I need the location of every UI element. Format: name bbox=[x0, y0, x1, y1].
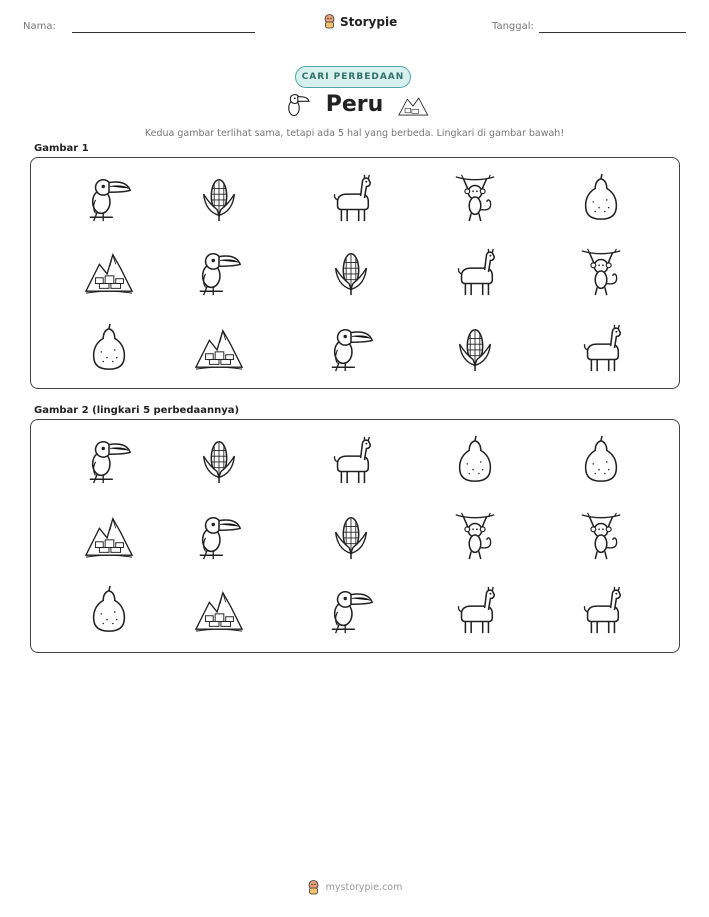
picture2-cell-r3c4[interactable] bbox=[445, 580, 505, 640]
picture2-cell-r1c3[interactable] bbox=[321, 430, 381, 490]
picture1-cell-r3c1 bbox=[79, 318, 139, 378]
toucan-icon bbox=[326, 585, 376, 635]
llama-icon bbox=[576, 585, 626, 635]
machu-picchu-icon bbox=[84, 247, 134, 297]
picture2-cell-r2c1[interactable] bbox=[79, 506, 139, 566]
picture2-label: Gambar 2 (lingkari 5 perbedaannya) bbox=[34, 405, 240, 416]
picture2-cell-r3c2[interactable] bbox=[189, 580, 249, 640]
toucan-icon bbox=[194, 511, 244, 561]
picture2-cell-r3c5[interactable] bbox=[571, 580, 631, 640]
picture2-cell-r1c4[interactable] bbox=[445, 430, 505, 490]
brand-name: Storypie bbox=[340, 14, 398, 29]
picture1-cell-r1c2 bbox=[189, 168, 249, 228]
toucan-icon bbox=[326, 323, 376, 373]
corn-icon bbox=[326, 247, 376, 297]
picture2-cell-r2c4[interactable] bbox=[445, 506, 505, 566]
pear-icon bbox=[576, 435, 626, 485]
activity-badge: CARI PERBEDAAN bbox=[295, 66, 411, 88]
name-label: Nama: bbox=[23, 21, 56, 32]
date-line[interactable] bbox=[539, 32, 686, 33]
llama-icon bbox=[576, 323, 626, 373]
footer bbox=[0, 880, 709, 895]
machu-picchu-icon bbox=[194, 585, 244, 635]
storypie-mascot-icon bbox=[307, 880, 320, 895]
picture2-cell-r1c1[interactable] bbox=[79, 430, 139, 490]
corn-icon bbox=[326, 511, 376, 561]
monkey-icon bbox=[576, 511, 626, 561]
monkey-icon bbox=[576, 247, 626, 297]
pear-icon bbox=[84, 323, 134, 373]
picture1-cell-r3c2 bbox=[189, 318, 249, 378]
llama-icon bbox=[326, 435, 376, 485]
toucan-icon bbox=[194, 247, 244, 297]
picture2-cell-r1c5[interactable] bbox=[571, 430, 631, 490]
footer-site: mystorypie.com bbox=[325, 882, 403, 893]
picture1-cell-r3c4 bbox=[445, 318, 505, 378]
picture1-cell-r2c5 bbox=[571, 242, 631, 302]
picture2-cell-r3c3[interactable] bbox=[321, 580, 381, 640]
brand-logo bbox=[323, 14, 397, 29]
date-label: Tanggal: bbox=[492, 21, 534, 32]
machu-picchu-icon bbox=[194, 323, 244, 373]
corn-icon bbox=[194, 435, 244, 485]
picture2-panel[interactable] bbox=[30, 419, 680, 653]
worksheet-header bbox=[0, 0, 709, 50]
toucan-icon bbox=[84, 435, 134, 485]
picture1-label: Gambar 1 bbox=[34, 143, 89, 154]
picture1-cell-r1c1 bbox=[79, 168, 139, 228]
llama-icon bbox=[450, 585, 500, 635]
picture1-cell-r2c1 bbox=[79, 242, 139, 302]
picture1-cell-r2c2 bbox=[189, 242, 249, 302]
picture2-cell-r2c5[interactable] bbox=[571, 506, 631, 566]
storypie-mascot-icon bbox=[323, 14, 336, 29]
monkey-icon bbox=[450, 511, 500, 561]
llama-icon bbox=[326, 173, 376, 223]
machu-picchu-icon bbox=[396, 92, 430, 120]
pear-icon bbox=[450, 435, 500, 485]
picture1-cell-r3c3 bbox=[321, 318, 381, 378]
picture1-cell-r2c4 bbox=[445, 242, 505, 302]
picture1-cell-r1c3 bbox=[321, 168, 381, 228]
picture2-cell-r2c2[interactable] bbox=[189, 506, 249, 566]
corn-icon bbox=[450, 323, 500, 373]
llama-icon bbox=[450, 247, 500, 297]
pear-icon bbox=[84, 585, 134, 635]
picture1-cell-r1c5 bbox=[571, 168, 631, 228]
name-line[interactable] bbox=[72, 32, 255, 33]
picture1-cell-r3c5 bbox=[571, 318, 631, 378]
picture1-cell-r2c3 bbox=[321, 242, 381, 302]
worksheet-title: Peru bbox=[325, 92, 384, 117]
picture2-cell-r3c1[interactable] bbox=[79, 580, 139, 640]
picture1-cell-r1c4 bbox=[445, 168, 505, 228]
toucan-icon bbox=[84, 173, 134, 223]
picture1-panel bbox=[30, 157, 680, 389]
picture2-cell-r2c3[interactable] bbox=[321, 506, 381, 566]
corn-icon bbox=[194, 173, 244, 223]
monkey-icon bbox=[450, 173, 500, 223]
machu-picchu-icon bbox=[84, 511, 134, 561]
pear-icon bbox=[576, 173, 626, 223]
picture2-cell-r1c2[interactable] bbox=[189, 430, 249, 490]
instructions-text: Kedua gambar terlihat sama, tetapi ada 5 hal yang berbeda. Lingkari di gambar bawah! bbox=[144, 128, 565, 139]
